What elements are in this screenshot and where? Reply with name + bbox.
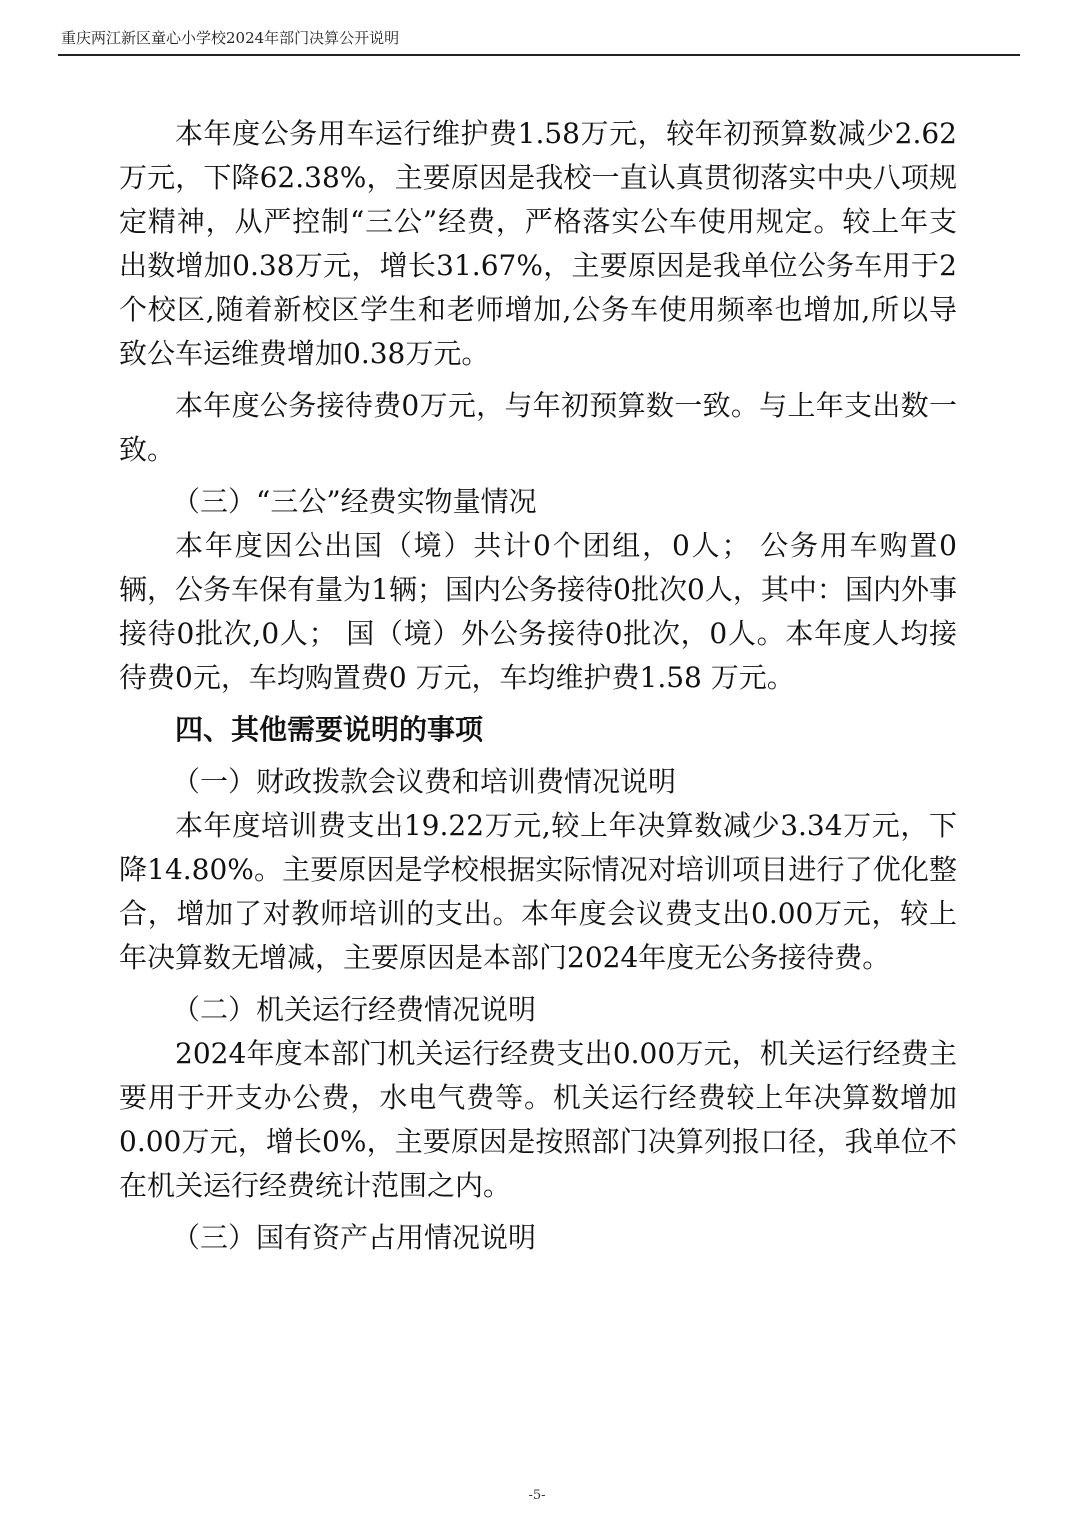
header-divider (58, 54, 1020, 56)
page-number: -5- (528, 1488, 546, 1503)
document-body (119, 112, 957, 1260)
running-header: 重庆两江新区童心小学校2024年部门决算公开说明 (61, 29, 400, 47)
heading-operating-funds: （二）机关运行经费情况说明 (172, 993, 537, 1026)
paragraph-operating-funds: 2024年度本部门机关运行经费支出0.00万元，机关运行经费主要用于开支办公费，水电气费等。机关运行经费较上年决算数增加0.00万元，增长0%，主要原因是按照部门决算列报口径，我单位不在机关运行经费统计范围之内。 (119, 1037, 957, 1202)
heading-other-matters: 四、其他需要说明的事项 (175, 713, 484, 746)
heading-three-public-physical: （三）“三公”经费实物量情况 (172, 485, 537, 518)
heading-meeting-training: （一）财政拨款会议费和培训费情况说明 (172, 765, 677, 798)
heading-state-assets: （三）国有资产占用情况说明 (172, 1221, 537, 1254)
paragraph-training: 本年度培训费支出19.22万元,较上年决算数减少3.34万元，下降14.80%。主要原因是学校根据实际情况对培训项目进行了优化整合，增加了对教师培训的支出。本年度会议费支出0.00万元，较上年决算数无增减，主要原因是本部门2024年度无公务接待费。 (119, 809, 957, 974)
paragraph-physical-quantity: 本年度因公出国（境）共计0个团组，0人； 公务用车购置0辆，公务车保有量为1辆；国内公务接待0批次0人，其中：国内外事接待0批次,0人； 国（境）外公务接待0批次，0人。本年度人均接待费0元，车均购置费0 万元，车均维护费1.58 万元。 (119, 529, 957, 694)
paragraph-reception: 本年度公务接待费0万元，与年初预算数一致。与上年支出数一致。 (119, 389, 957, 466)
paragraph-vehicle-maintenance: 本年度公务用车运行维护费1.58万元，较年初预算数减少2.62万元，下降62.38%，主要原因是我校一直认真贯彻落实中央八项规定精神，从严控制“三公”经费，严格落实公车使用规定。较上年支出数增加0.38万元，增长31.67%，主要原因是我单位公务车用于2个校区,随着新校区学生和老师增加,公务车使用频率也增加,所以导致公车运维费增加0.38万元。 (119, 117, 957, 370)
